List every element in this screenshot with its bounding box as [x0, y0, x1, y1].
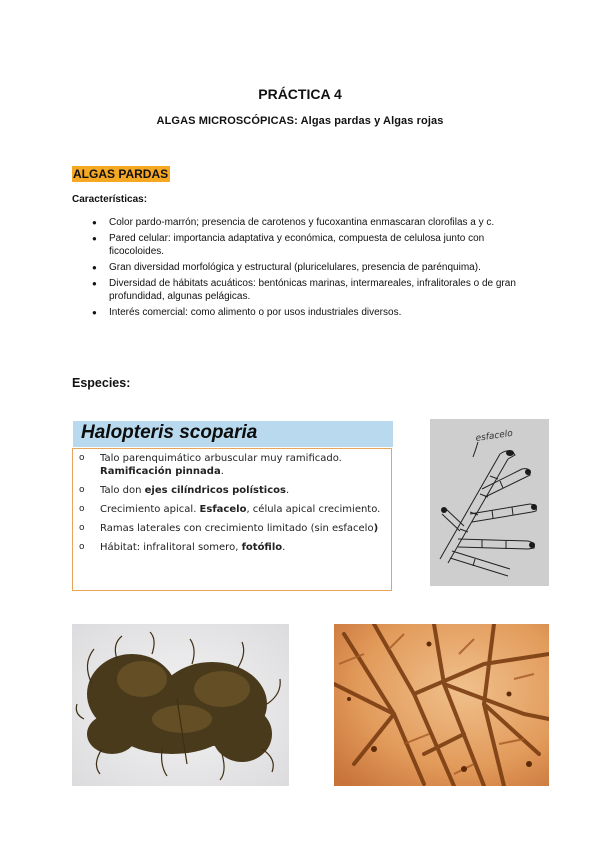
bullet-icon: o: [79, 504, 85, 514]
species-heading: Especies:: [72, 376, 131, 390]
microscope-photo: [334, 624, 549, 786]
species-name: Halopteris scoparia: [81, 422, 258, 443]
species-title-bar: [73, 421, 393, 447]
microscope-view-icon: [334, 624, 549, 786]
list-item: ● Gran diversidad morfológica y estructural (pluricelulares, presencia de parénquima).: [92, 261, 532, 274]
sketch-image: [430, 419, 549, 586]
list-item: o Hábitat: infralitoral somero, fotófilo.: [79, 542, 286, 553]
alga-photo: [72, 624, 289, 786]
filament-sketch-icon: [430, 419, 549, 586]
bullet-icon: o: [79, 542, 85, 552]
bullet-icon: o: [79, 453, 85, 463]
bullet-icon: o: [79, 485, 85, 495]
list-item: o Talo parenquimático arbuscular muy ramificado. Ramificación pinnada.: [79, 453, 342, 477]
species-traits-list: [79, 452, 389, 560]
list-item: ● Pared celular: importancia adaptativa y económica, compuesta de celulosa junto con ficocoloides.: [92, 232, 532, 258]
list-item: o Ramas laterales con crecimiento limitado (sin esfacelo): [79, 523, 379, 534]
bullet-icon: o: [79, 523, 85, 533]
sketch-label: esfacelo: [475, 428, 514, 444]
page-title: PRÁCTICA 4: [258, 86, 342, 102]
alga-specimen-icon: [72, 624, 289, 786]
list-item: ● Diversidad de hábitats acuáticos: bentónicas marinas, intermareales, infralitorales o de gran profundidad, algunas pelágicas.: [92, 277, 532, 303]
characteristics-heading: Características:: [72, 194, 148, 205]
section-heading: ALGAS PARDAS: [73, 167, 169, 181]
list-item: o Talo don ejes cilíndricos polísticos.: [79, 485, 290, 496]
list-item: o Crecimiento apical. Esfacelo, célula apical crecimiento.: [79, 504, 381, 515]
list-item: ● Color pardo-marrón; presencia de carotenos y fucoxantina enmascaran clorofilas a y c.: [92, 216, 532, 229]
list-item: ● Interés comercial: como alimento o por usos industriales diversos.: [92, 306, 532, 319]
page-subtitle: ALGAS MICROSCÓPICAS: Algas pardas y Algas rojas: [156, 115, 444, 127]
characteristics-list: [92, 216, 532, 322]
